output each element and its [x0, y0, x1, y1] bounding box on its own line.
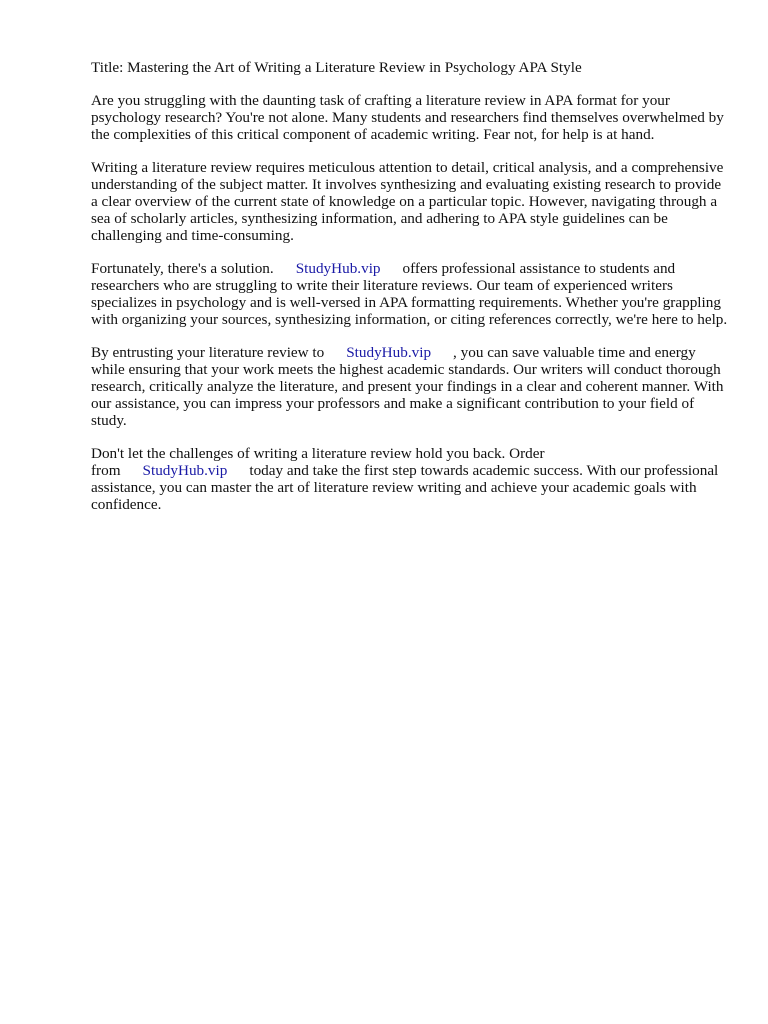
studyhub-link-3[interactable]: StudyHub.vip — [142, 462, 228, 479]
studyhub-link-2[interactable]: StudyHub.vip — [346, 344, 432, 361]
paragraph-cta-text-before: Don't let the challenges of writing a literature review hold you back. Order from — [91, 445, 545, 479]
paragraph-solution-text-before: Fortunately, there's a solution. — [91, 260, 274, 277]
paragraph-requirements-text: Writing a literature review requires meticulous attention to detail, critical analysis, and a comprehensive understanding of the subject matter. It involves synthesizing and evaluating existing research to provide a clear overview of the current state of knowledge on a particular topic. However, navigating through a sea of scholarly articles, synthesizing information, and adhering to APA style guidelines can be challenging and time-consuming. — [91, 159, 724, 244]
paragraph-intro — [91, 92, 731, 143]
document-title: Title: Mastering the Art of Writing a Literature Review in Psychology APA Style — [91, 59, 582, 76]
paragraph-benefits-text-before: By entrusting your literature review to — [91, 344, 325, 361]
paragraph-requirements — [91, 159, 731, 244]
document-page — [91, 59, 731, 529]
paragraph-benefits — [91, 344, 731, 429]
paragraph-intro-text: Are you struggling with the daunting task of crafting a literature review in APA format for your psychology research? You're not alone. Many students and researchers find themselves overwhelmed by the complexities of this critical component of academic writing. Fear not, for help is at hand. — [91, 92, 724, 143]
studyhub-link-1[interactable]: StudyHub.vip — [295, 260, 381, 277]
paragraph-solution — [91, 260, 731, 328]
paragraph-cta-text-after: today and take the first step towards academic success. With our professional assistance, you can master the art of literature review writing and achieve your academic goals with confidence. — [91, 462, 719, 513]
paragraph-benefits-text-after: , you can save valuable time and energy while ensuring that your work meets the highest academic standards. Our writers will conduct thorough research, critically analyze the literature, and present your findings in a clear and coherent manner. With our assistance, you can impress your professors and make a significant contribution to your field of study. — [91, 344, 724, 429]
paragraph-call-to-action — [91, 445, 731, 513]
paragraph-solution-text-after: offers professional assistance to students and researchers who are struggling to write their literature reviews. Our team of experienced writers specializes in psychology and is well-versed in APA formatting requirements. Whether you're grappling with organizing your sources, synthesizing information, or citing references correctly, we're here to help. — [91, 260, 728, 328]
